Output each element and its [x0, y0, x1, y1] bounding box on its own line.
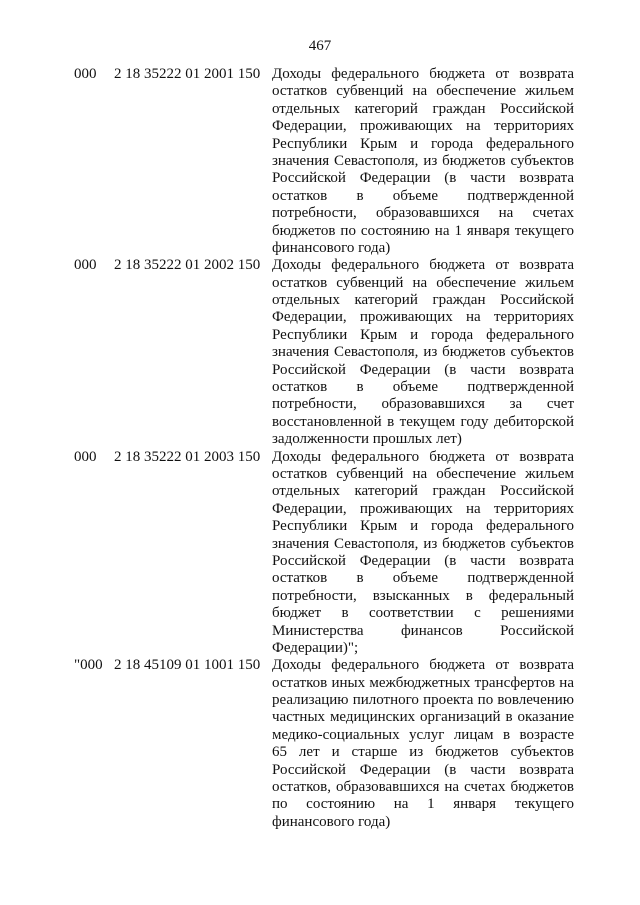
entry-row: [74, 657, 574, 831]
description-line: задолженности прошлых лет): [272, 431, 462, 448]
entry-row: [74, 66, 574, 257]
description-line: Федерации)";: [272, 639, 359, 656]
description-line: остатков субвенций на обеспечение жильем: [272, 83, 574, 100]
description-line: по состоянию на 1 января текущего: [272, 796, 574, 813]
entry-row: [74, 449, 574, 658]
revenue-description: [272, 657, 574, 831]
description-line: восстановленной в текущем году дебиторской: [272, 413, 574, 430]
description-line: финансового года): [272, 813, 391, 830]
description-line: отдельных категорий граждан Российской: [272, 292, 574, 309]
description-line: Российской Федерации (в части возврата: [272, 761, 574, 778]
description-line: реализацию пилотного проекта по вовлечению: [272, 692, 574, 709]
description-line: Федерации, проживающих на территориях: [272, 500, 574, 517]
description-line: потребности, взысканных в федеральный: [272, 587, 574, 604]
admin-code: 000: [74, 448, 97, 465]
description-line: 65 лет и старше из бюджетов субъектов: [272, 744, 574, 761]
description-line: бюджет в соответствии с решениями: [272, 605, 574, 622]
description-line: Российской Федерации (в части возврата: [272, 361, 574, 378]
description-line: Доходы федерального бюджета от возврата: [272, 257, 574, 274]
description-line: остатков субвенций на обеспечение жильем: [272, 274, 574, 291]
description-line: Федерации, проживающих на территориях: [272, 309, 574, 326]
budget-classification-code: 2 18 35222 01 2002 150: [114, 257, 261, 274]
revenue-description: [272, 257, 574, 448]
description-line: остатков субвенций на обеспечение жильем: [272, 465, 574, 482]
description-line: Российской Федерации (в части возврата: [272, 170, 574, 187]
description-line: финансового года): [272, 239, 391, 256]
budget-classification-code: 2 18 35222 01 2003 150: [114, 448, 261, 465]
description-line: Республики Крым и города федерального: [272, 135, 574, 152]
page-number: 467: [308, 38, 332, 54]
description-line: значения Севастополя, из бюджетов субъектов: [272, 152, 574, 169]
description-line: Доходы федерального бюджета от возврата: [272, 66, 574, 82]
description-line: частных медицинских организаций в оказание: [272, 709, 574, 726]
description-line: Российской Федерации (в части возврата: [272, 552, 574, 569]
description-line: потребности, образовавшихся на счетах: [272, 205, 574, 222]
description-line: Федерации, проживающих на территориях: [272, 118, 574, 135]
revenue-description: [272, 449, 574, 658]
description-line: Доходы федерального бюджета от возврата: [272, 657, 574, 674]
description-line: значения Севастополя, из бюджетов субъектов: [272, 535, 574, 552]
description-line: остатков в объеме подтвержденной: [272, 570, 574, 587]
admin-code: 000: [74, 66, 97, 82]
description-line: Республики Крым и города федерального: [272, 518, 574, 535]
description-line: бюджетов по состоянию на 1 января текущего: [272, 222, 574, 239]
budget-classification-code: 2 18 35222 01 2001 150: [114, 66, 261, 82]
entry-row: [74, 257, 574, 448]
description-line: остатков иных межбюджетных трансфертов на: [272, 674, 574, 691]
budget-classification-code: 2 18 45109 01 1001 150: [114, 657, 261, 674]
description-line: потребности, образовавшихся за счет: [272, 396, 574, 413]
description-line: Министерства финансов Российской: [272, 622, 574, 639]
description-line: остатков в объеме подтвержденной: [272, 379, 574, 396]
description-line: значения Севастополя, из бюджетов субъектов: [272, 344, 574, 361]
revenue-description: [272, 66, 574, 257]
entries-list: [74, 66, 574, 831]
admin-code: "000: [74, 657, 103, 674]
description-line: Доходы федерального бюджета от возврата: [272, 448, 574, 465]
description-line: остатков в объеме подтвержденной: [272, 187, 574, 204]
description-line: Республики Крым и города федерального: [272, 326, 574, 343]
description-line: остатков, образовавшихся на счетах бюджетов: [272, 779, 574, 796]
description-line: медико-социальных услуг лицам в возрасте: [272, 726, 574, 743]
description-line: отдельных категорий граждан Российской: [272, 100, 574, 117]
description-line: отдельных категорий граждан Российской: [272, 483, 574, 500]
admin-code: 000: [74, 257, 97, 274]
